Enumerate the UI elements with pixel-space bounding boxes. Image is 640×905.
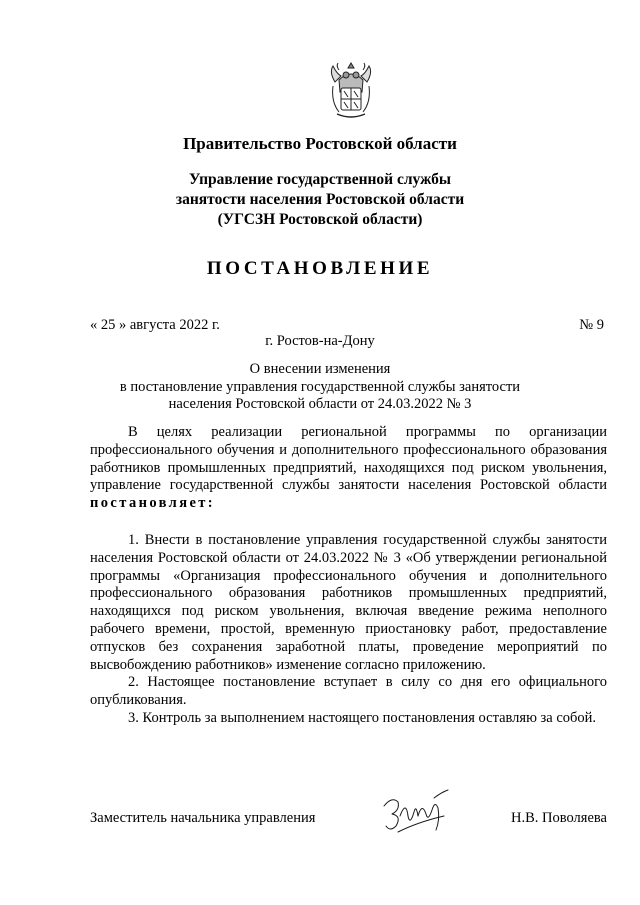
document-number: № 9: [579, 317, 604, 333]
department-line: (УГСЗН Ростовской области): [217, 211, 423, 228]
document-city: г. Ростов-на-Дону: [265, 333, 375, 349]
resolution-item: 3. Контроль за выполнением настоящего постановления оставляю за собой.: [128, 709, 597, 726]
resolution-item: 2. Настоящее постановление вступает в силу со дня его официального опубликования.: [90, 674, 607, 709]
subject-line: в постановление управления государственной службы занятости: [119, 378, 521, 395]
coat-of-arms-icon: [327, 62, 375, 120]
resolution-keyword: постановляет:: [90, 495, 216, 512]
preamble-paragraph: [90, 424, 607, 513]
document-type: ПОСТАНОВЛЕНИЕ: [206, 258, 434, 279]
document-subject: [0, 361, 640, 414]
department-line: Управление государственной службы: [189, 171, 451, 188]
signatory-role: Заместитель начальника управления: [90, 810, 316, 826]
subject-line: О внесении изменения: [249, 361, 391, 377]
government-name: Правительство Ростовской области: [183, 134, 457, 153]
resolution-item: 1. Внести в постановление управления государственной службы занятости населения Ростовской области от 24.03.2022 № 3 «Об утверждении региональной программы «Организация профессионального обучения и дополнительного профессионального образования работников промышленных предприятий, находящихся под риском увольнения, включая введение режима неполного рабочего времени, простой, временную приостановку работ, предоставление отпусков без сохранения заработной платы, проведение мероприятий по высвобождению работников» изменение согласно приложению.: [90, 532, 607, 673]
subject-line: населения Ростовской области от 24.03.2022 № 3: [168, 396, 472, 412]
signatory-name: Н.В. Поволяева: [511, 810, 607, 826]
department-line: занятости населения Ростовской области: [175, 191, 465, 208]
preamble-text: В целях реализации региональной программы по организации профессионального обучения и дополнительного профессионального образования работников промышленных предприятий, находящихся под риском увольнения, управление государственной службы занятости населения Ростовской области: [90, 424, 607, 494]
document-date: « 25 » августа 2022 г.: [90, 317, 220, 333]
department-name: [0, 170, 640, 230]
handwritten-signature: [378, 786, 454, 838]
resolution-items: [90, 532, 607, 728]
